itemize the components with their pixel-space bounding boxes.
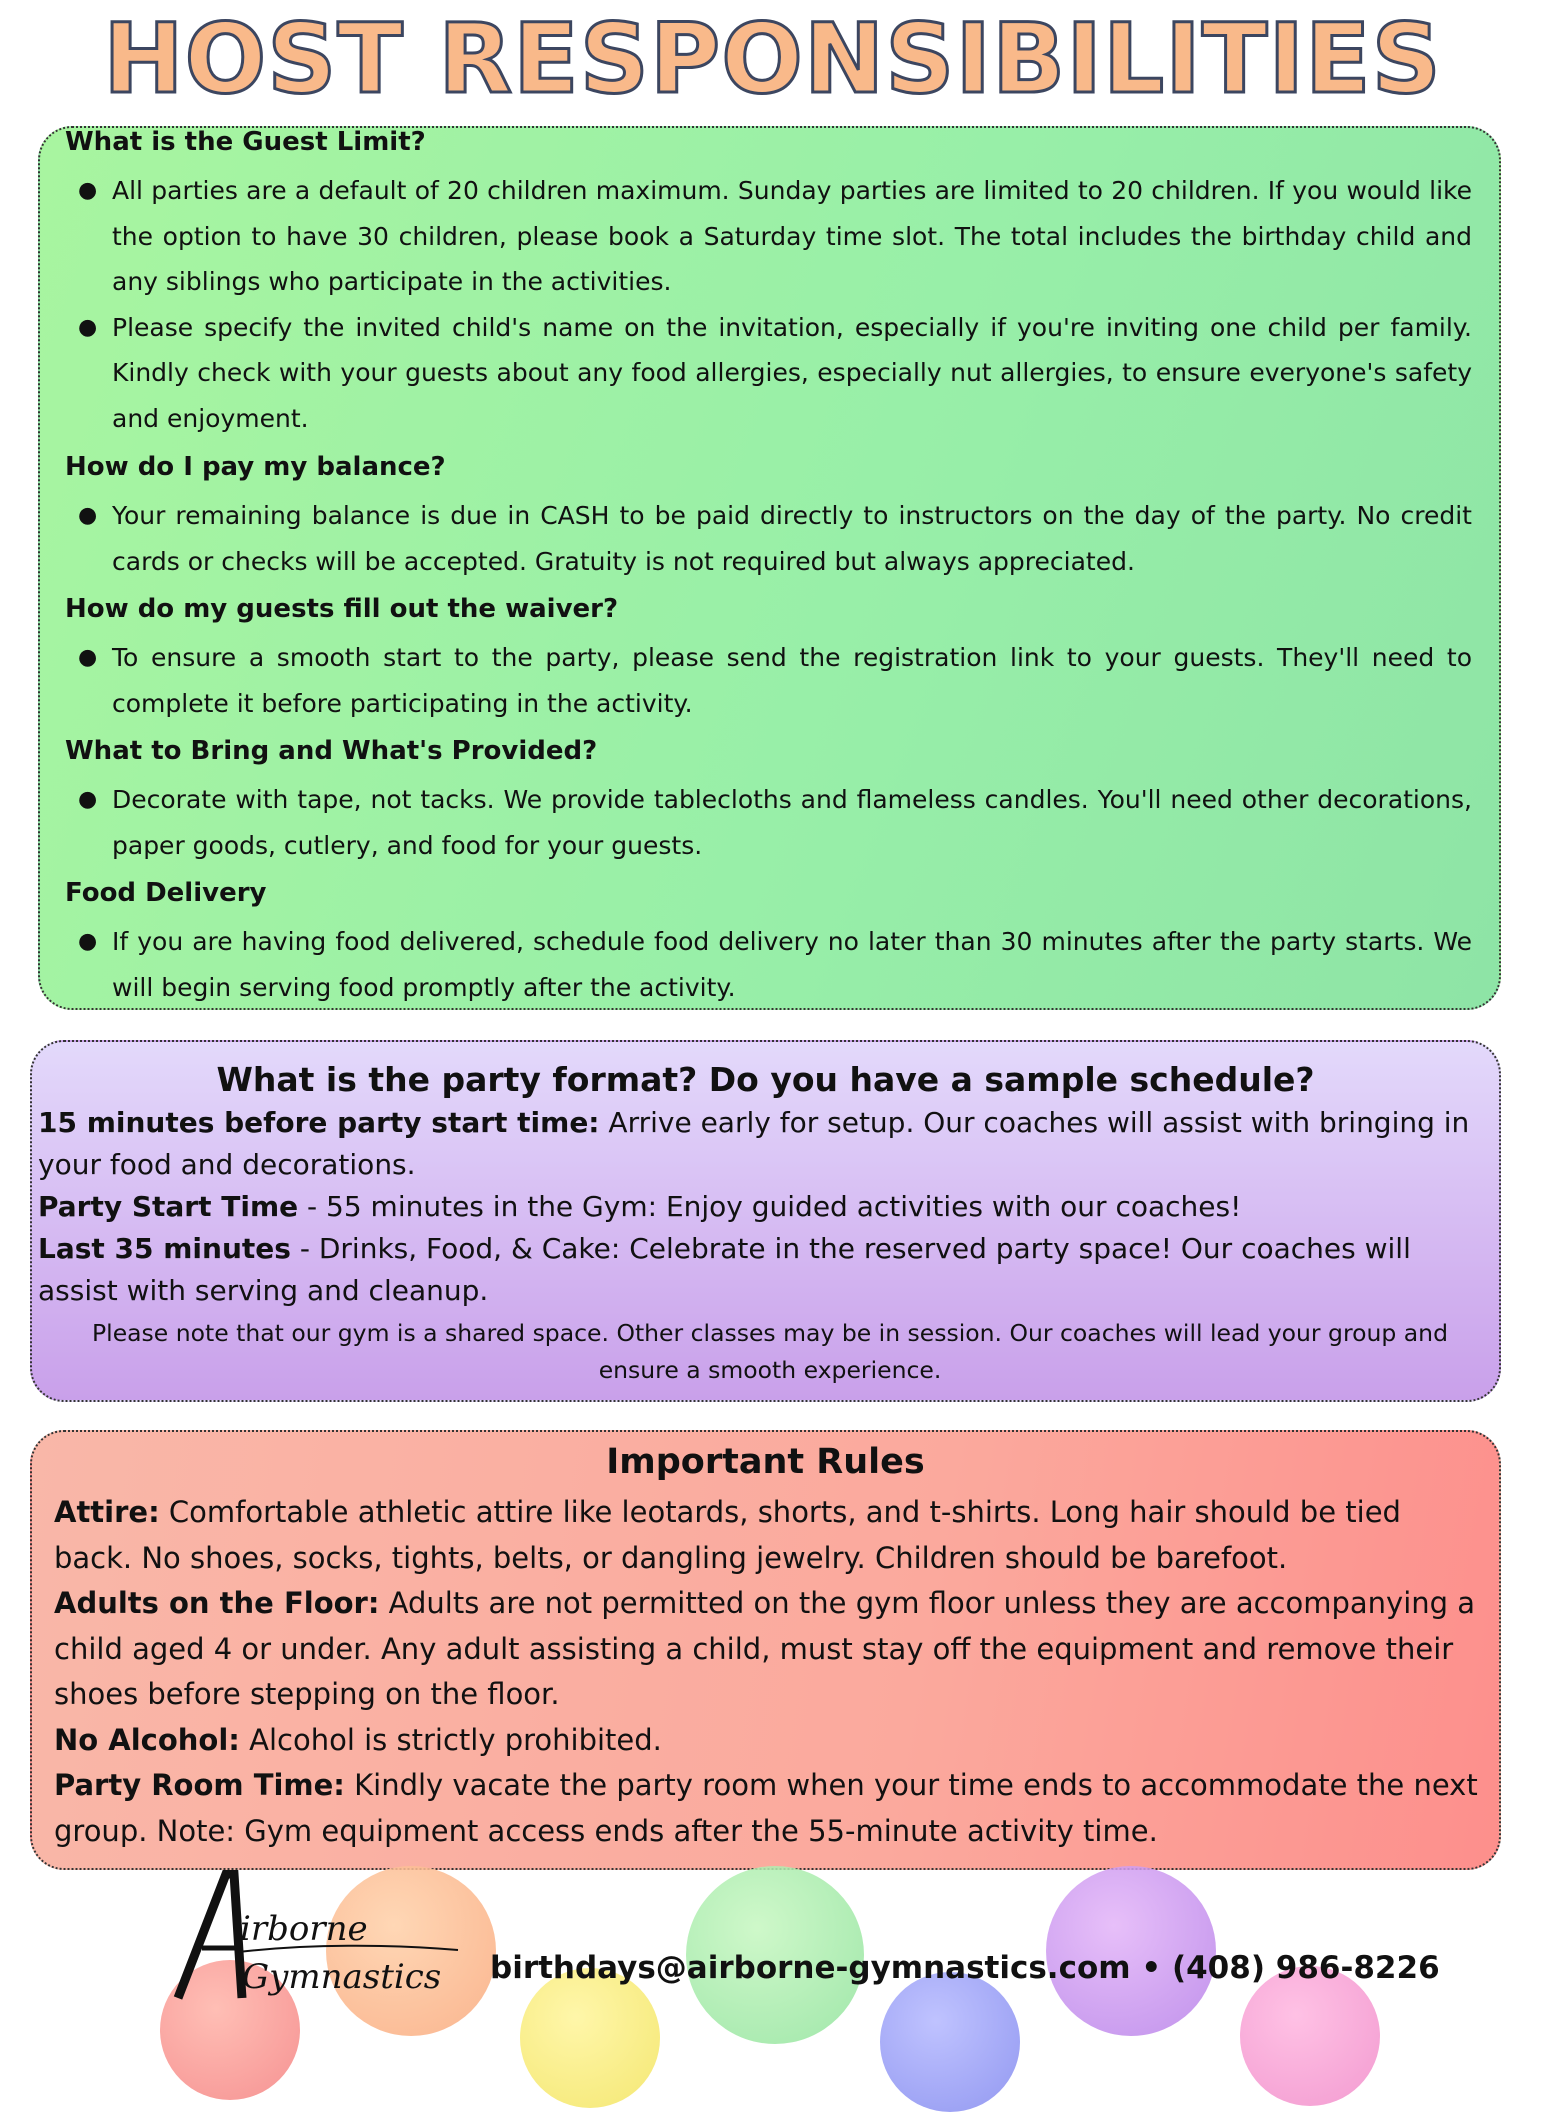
list-item <box>72 168 1472 305</box>
balloon-decoration <box>520 1968 660 2108</box>
faq-answers-waiver <box>72 635 1472 726</box>
rule-label: Adults on the Floor: <box>54 1586 380 1620</box>
list-item <box>72 493 1472 584</box>
rule-text: Alcohol is strictly prohibited. <box>239 1722 662 1757</box>
rule-item <box>54 1490 1484 1581</box>
list-item <box>72 777 1472 868</box>
faq-question-food-delivery: Food Delivery <box>65 878 267 908</box>
schedule-item-text: - 55 minutes in the Gym: Enjoy guided activities with our coaches! <box>298 1190 1242 1223</box>
important-rules-list <box>54 1490 1484 1854</box>
balloon-decoration <box>880 1972 1020 2112</box>
bullet-icon: ● <box>78 314 98 340</box>
faq-answer-text: To ensure a smooth start to the party, please send the registration link to your guests. They'll need to complete it before participating in the activity. <box>112 643 1472 718</box>
bullet-icon: ● <box>78 178 98 203</box>
bullet-icon: ● <box>78 645 98 670</box>
schedule-item-label: 15 minutes before party start time: <box>38 1106 600 1139</box>
rule-label: Party Room Time: <box>54 1768 345 1802</box>
rule-text: Comfortable athletic attire like leotards, shorts, and t-shirts. Long hair should be tied back. No shoes, socks, tights, belts, or dangling jewelry. Children should be barefoot. <box>54 1495 1401 1575</box>
faq-answer-text: If you are having food delivered, schedule food delivery no later than 30 minutes after the party starts. We will begin serving food promptly after the activity. <box>112 927 1472 1002</box>
faq-answer-text: Your remaining balance is due in CASH to be paid directly to instructors on the day of the party. No credit cards or checks will be accepted. Gratuity is not required but always appreciated. <box>112 501 1472 576</box>
faq-question-balance: How do I pay my balance? <box>65 452 446 482</box>
airborne-gymnastics-logo <box>168 1870 468 2000</box>
faq-answer-text: Please specify the invited child's name on the invitation, especially if you're inviting one child per family. Kindly check with your guests about any food allergies, especially nut allergies, to ensure everyone's safety and enjoyment. <box>112 312 1472 433</box>
party-format-note: Please note that our gym is a shared space. Other classes may be in session. Our coaches will lead your group and ensure a smooth experience. <box>92 1319 1448 1384</box>
party-format-title: What is the party format? Do you have a sample schedule? <box>216 1060 1315 1099</box>
party-format-schedule <box>38 1102 1490 1312</box>
faq-question-waiver: How do my guests fill out the waiver? <box>65 594 619 624</box>
list-item <box>72 919 1472 1010</box>
faq-question-bring: What to Bring and What's Provided? <box>65 736 598 766</box>
list-item <box>72 305 1472 442</box>
rule-label: No Alcohol: <box>54 1722 240 1757</box>
schedule-item-label: Party Start Time <box>38 1190 299 1223</box>
contact-info: birthdays@airborne-gymnastics.com • (408) 986-8226 <box>490 1950 1440 1986</box>
rule-label: Attire: <box>54 1495 160 1529</box>
faq-question-guest-limit: What is the Guest Limit? <box>65 127 426 157</box>
bullet-icon: ● <box>78 503 98 528</box>
faq-answers-bring <box>72 777 1472 868</box>
faq-answer-text: Decorate with tape, not tacks. We provide tablecloths and flameless candles. You'll need other decorations, paper goods, cutlery, and food for your guests. <box>112 785 1472 860</box>
faq-answers-balance <box>72 493 1472 584</box>
schedule-item-label: Last 35 minutes <box>38 1232 291 1265</box>
rule-text: Kindly vacate the party room when your time ends to accommodate the next group. Note: Gym equipment access ends after the 55-minute activity time. <box>54 1768 1478 1848</box>
logo-text-airborne: irborne <box>240 1909 368 1949</box>
bullet-icon: ● <box>78 787 98 812</box>
logo-text-gymnastics: Gymnastics <box>242 1957 442 1997</box>
faq-answers-guest-limit <box>72 168 1472 441</box>
faq-answers-food-delivery <box>72 919 1472 1010</box>
rule-item <box>54 1763 1484 1854</box>
rule-item <box>54 1718 1484 1764</box>
schedule-item <box>38 1228 1490 1312</box>
rule-text: Adults are not permitted on the gym floor unless they are accompanying a child aged 4 or under. Any adult assisting a child, must stay off the equipment and remove their shoes before stepping on the floor. <box>54 1586 1476 1711</box>
list-item <box>72 635 1472 726</box>
faq-answer-text: All parties are a default of 20 children maximum. Sunday parties are limited to 20 children. If you would like the option to have 30 children, please book a Saturday time slot. The total includes the birthday child and any siblings who participate in the activities. <box>112 176 1472 296</box>
schedule-item <box>38 1102 1490 1186</box>
rule-item <box>54 1581 1484 1718</box>
bullet-icon: ● <box>78 929 98 954</box>
important-rules-title: Important Rules <box>606 1442 925 1482</box>
schedule-item-text: Arrive early for setup. Our coaches will assist with bringing in your food and decorations. <box>38 1106 1470 1181</box>
schedule-item-text: - Drinks, Food, & Cake: Celebrate in the reserved party space! Our coaches will assist with serving and cleanup. <box>38 1232 1411 1307</box>
page-title: HOST RESPONSIBILITIES <box>103 3 1442 115</box>
schedule-item <box>38 1186 1490 1228</box>
